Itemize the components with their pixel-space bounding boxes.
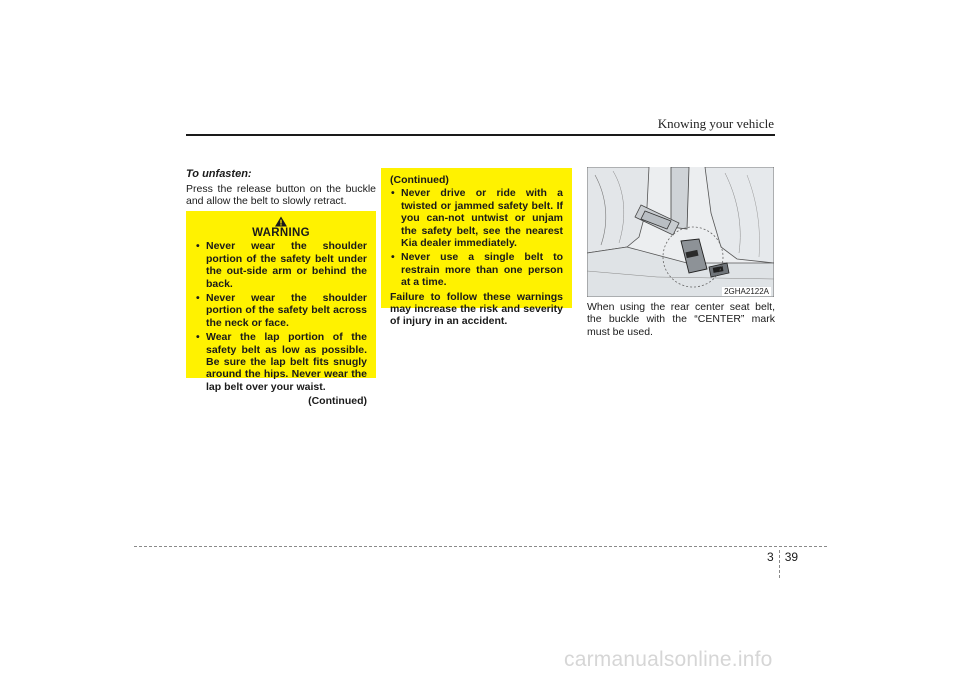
chapter-number: 3 bbox=[767, 550, 774, 564]
warning-label: WARNING bbox=[252, 227, 310, 239]
warning-left-list bbox=[195, 240, 367, 393]
unfasten-paragraph: Press the release button on the buckle and allow the belt to slowly retract. bbox=[186, 183, 376, 208]
center-belt-paragraph: When using the rear center seat belt, the buckle with the “CENTER” mark must be used. bbox=[587, 301, 775, 338]
page-number-divider bbox=[779, 550, 780, 578]
figure-code: 2GHA2122A bbox=[724, 287, 769, 296]
warning-item: • Never drive or ride with a twisted or jammed safety belt. If you can-not untwist or unjam the safety belt, see the nearest Kia dealer immediately. bbox=[390, 187, 563, 249]
seat-belt-figure bbox=[587, 167, 774, 297]
warning-box-left bbox=[186, 211, 376, 408]
seat-belt-buckle-illustration bbox=[587, 167, 774, 297]
left-column bbox=[186, 168, 376, 208]
warning-mid-list bbox=[390, 187, 563, 288]
watermark: carmanualsonline.info bbox=[564, 648, 773, 671]
section-title: Knowing your vehicle bbox=[657, 116, 774, 131]
warning-continued-heading: (Continued) bbox=[390, 174, 449, 186]
warning-item: • Never use a single belt to restrain more than one person at a time. bbox=[390, 251, 563, 288]
footer-rule bbox=[134, 546, 827, 547]
warning-item: • Never wear the shoulder portion of the safety belt under the out-side arm or behind the back. bbox=[195, 240, 367, 290]
right-column bbox=[587, 301, 775, 338]
warning-item: • Never wear the shoulder portion of the safety belt across the neck or face. bbox=[195, 292, 367, 329]
warning-footer-text: Failure to follow these warnings may increase the risk and severity of injury in an accident. bbox=[390, 290, 563, 328]
page-number-value: 39 bbox=[784, 550, 799, 564]
warning-item: • Wear the lap portion of the safety belt as low as possible. Be sure the lap belt fits snugly around the hips. Never wear the lap belt over your waist. bbox=[195, 331, 367, 393]
header-rule bbox=[186, 134, 775, 136]
warning-header bbox=[195, 216, 367, 239]
unfasten-subheading: To unfasten: bbox=[186, 168, 252, 180]
warning-triangle-icon bbox=[274, 216, 288, 227]
warning-box-middle bbox=[381, 168, 572, 328]
page-number bbox=[767, 550, 798, 578]
warning-continued-label: (Continued) bbox=[308, 395, 367, 408]
